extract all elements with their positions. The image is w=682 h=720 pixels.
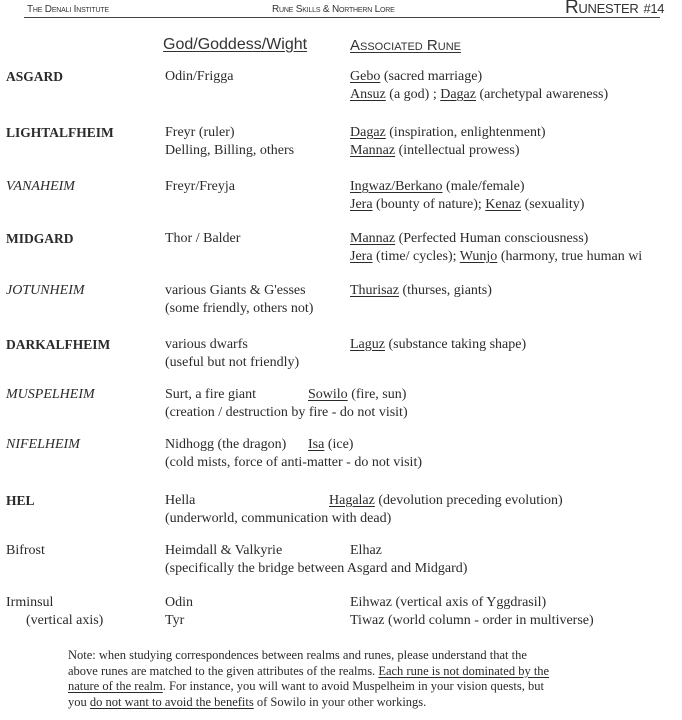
rune-line [350, 68, 482, 86]
note-text: above runes are matched to the given attributes of the realms. [68, 663, 379, 678]
note-text: you [68, 694, 90, 709]
realm-subtitle: (vertical axis) [26, 613, 104, 628]
rune-text: Eihwaz (vertical axis of Yggdrasil) [350, 595, 547, 610]
rune-text: (devolution preceding evolution) [374, 493, 563, 508]
rune-text: (inspiration, enlightenment) [385, 125, 546, 140]
rune-text: (intellectual prowess) [395, 143, 520, 158]
rune-text: (ice) [324, 437, 354, 452]
rune-text: (fire, sun) [347, 387, 407, 402]
rune-name: Ingwaz/Berkano [350, 179, 443, 194]
rune-line [350, 282, 492, 300]
rune-name: Mannaz [350, 143, 396, 158]
deity-line: (some friendly, others not) [165, 301, 314, 316]
deity-line: Freyr/Freyja [165, 179, 235, 194]
rune-text: (sexuality) [521, 197, 585, 212]
realm-name: Bifrost [6, 543, 45, 558]
rune-line [350, 178, 525, 196]
note-line [68, 695, 549, 711]
note-line [68, 664, 549, 680]
rune-line [350, 124, 546, 142]
rune-text: (archetypal awareness) [475, 87, 609, 102]
rune-text: (male/female) [442, 179, 525, 194]
realm-name: DARKALFHEIM [6, 337, 111, 352]
note-line [68, 679, 549, 695]
realm-name: JOTUNHEIM [6, 283, 85, 298]
deity-line: Freyr (ruler) [165, 125, 235, 140]
rune-line [350, 86, 608, 104]
deity-line: Surt, a fire giant [165, 387, 256, 402]
realm-name: MIDGARD [6, 231, 74, 246]
column-heading-god: God/Goddess/Wight [163, 36, 308, 53]
rune-line [350, 248, 642, 266]
rune-text: (bounty of nature); [372, 197, 486, 212]
rune-name: Jera [350, 249, 373, 264]
deity-line: Tyr [165, 613, 185, 628]
rune-text: (Perfected Human consciousness) [395, 231, 589, 246]
header-institute: The Denali Institute [27, 4, 109, 15]
realm-name: VANAHEIM [6, 179, 75, 194]
deity-line: Delling, Billing, others [165, 143, 295, 158]
rune-name: Thurisaz [350, 283, 399, 298]
rune-text: (harmony, true human wi [497, 249, 643, 264]
note-paragraph [68, 648, 549, 710]
realm-name: MUSPELHEIM [6, 387, 95, 402]
rune-text: (sacred marriage) [380, 69, 483, 84]
rune-name: Hagalaz [329, 493, 375, 508]
header-issue-title: Runester [565, 0, 639, 18]
rune-line [350, 612, 594, 630]
rune-name: Dagaz [440, 87, 476, 102]
realm-name: LIGHTALFHEIM [6, 125, 114, 140]
deity-line: (creation / destruction by fire - do not visit) [165, 405, 408, 420]
rune-line [350, 196, 584, 214]
rune-text: (thurses, giants) [398, 283, 492, 298]
rune-name: Ansuz [350, 87, 386, 102]
rune-name: Mannaz [350, 231, 396, 246]
deity-line: (specifically the bridge between Asgard and Midgard) [165, 561, 468, 576]
rune-name: Isa [308, 437, 325, 452]
rune-text: Tiwaz (world column - order in multiverse) [350, 613, 594, 628]
rune-line [308, 436, 353, 454]
rune-line [350, 230, 588, 248]
deity-line: (underworld, communication with dead) [165, 511, 392, 526]
rune-name: Laguz [350, 337, 385, 352]
note-emphasis: do not want to avoid the benefits [89, 694, 254, 709]
rune-line [308, 386, 406, 404]
note-text: of Sowilo in your other workings. [253, 694, 427, 709]
deity-line: Thor / Balder [165, 231, 241, 246]
note-text: Note: when studying correspondences between realms and runes, please understand that the [68, 648, 527, 662]
note-text: . For instance, you will want to avoid Muspelheim in your vision quests, but [162, 679, 544, 694]
rune-name: Jera [350, 197, 373, 212]
deity-line: Heimdall & Valkyrie [165, 543, 283, 558]
rune-name: Kenaz [485, 197, 522, 212]
realm-name: ASGARD [6, 69, 64, 84]
rune-line [350, 142, 520, 160]
rune-text: (a god) ; [385, 87, 441, 102]
rune-name: Gebo [350, 69, 381, 84]
rune-text: Elhaz [350, 543, 382, 558]
rune-name: Dagaz [350, 125, 386, 140]
note-line [68, 648, 549, 664]
rune-text: (substance taking shape) [384, 337, 527, 352]
deity-line: (cold mists, force of anti-matter - do not visit) [165, 455, 422, 470]
rune-name: Wunjo [459, 249, 498, 264]
deity-line: Odin [165, 595, 193, 610]
header-issue [565, 0, 664, 19]
rune-line [350, 594, 546, 612]
deity-line: various dwarfs [165, 337, 248, 352]
realm-name: Irminsul [6, 595, 54, 610]
realm-name: NIFELHEIM [6, 437, 80, 452]
rune-text: (time/ cycles); [372, 249, 460, 264]
rune-line [329, 492, 563, 510]
deity-line: Odin/Frigga [165, 69, 234, 84]
header-issue-number: #14 [643, 1, 665, 16]
column-heading-rune: Associated Rune [350, 37, 461, 54]
note-emphasis: nature of the realm [68, 679, 163, 694]
deity-line: various Giants & G'esses [165, 283, 306, 298]
deity-line: Nidhogg (the dragon) [165, 437, 287, 452]
rune-line [350, 336, 526, 354]
rune-name: Sowilo [308, 387, 348, 402]
deity-line: (useful but not friendly) [165, 355, 300, 370]
header-course: Rune Skills & Northern Lore [272, 4, 395, 15]
deity-line: Hella [165, 493, 196, 508]
note-emphasis: Each rune is not dominated by the [378, 663, 550, 678]
rune-line [350, 542, 382, 560]
realm-name: HEL [6, 493, 35, 508]
